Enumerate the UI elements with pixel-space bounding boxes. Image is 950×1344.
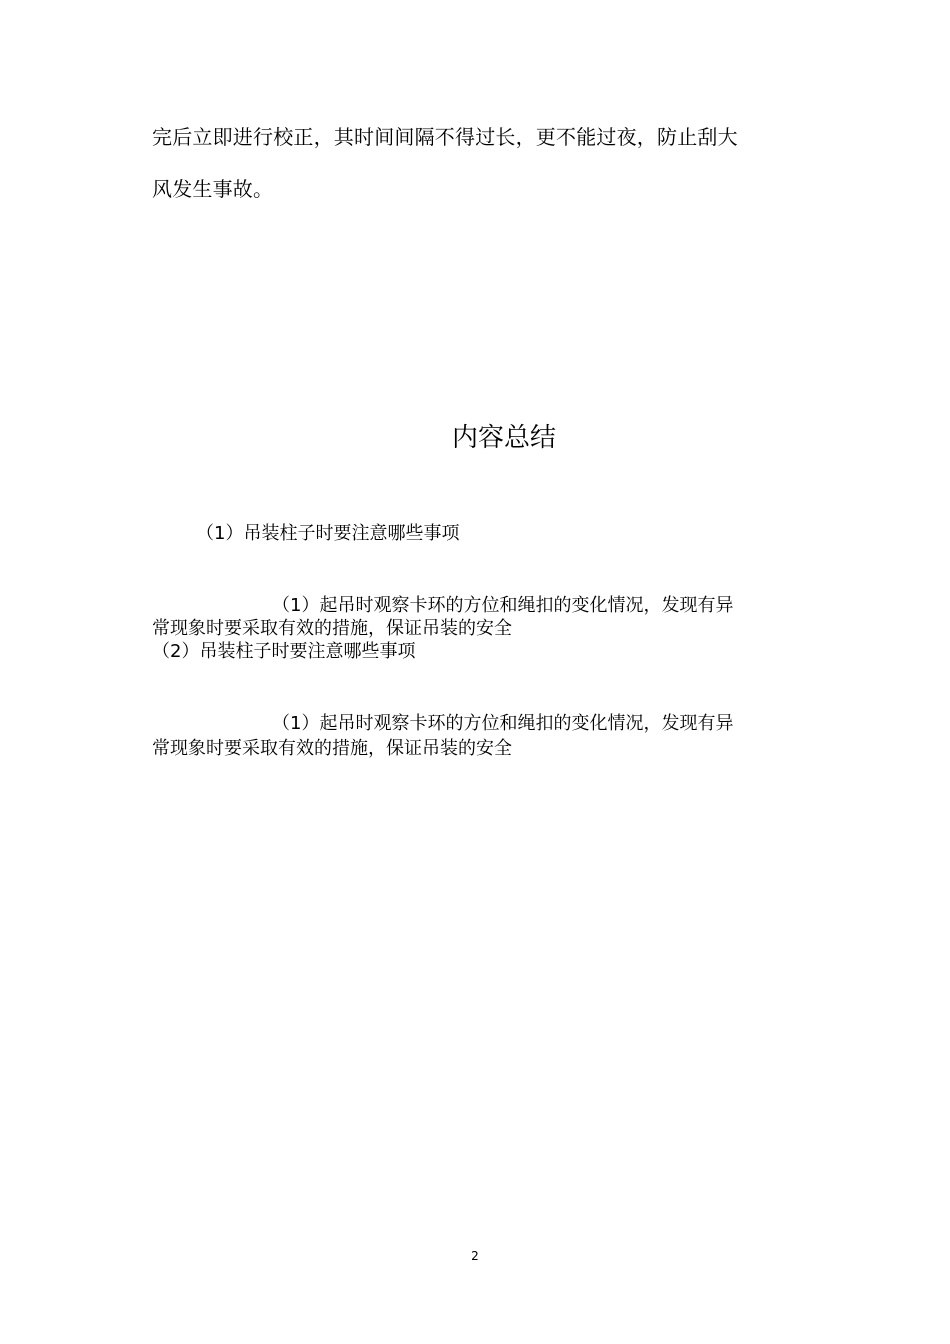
page-number: 2: [471, 1249, 479, 1263]
body-paragraph-line-1: 完后立即进行校正，其时间间隔不得过长，更不能过夜，防止刮大: [152, 125, 738, 149]
summary-item-1-answer-line-1: （1）起吊时观察卡环的方位和绳扣的变化情况，发现有异: [272, 595, 734, 616]
summary-item-1-heading: （1）吊装柱子时要注意哪些事项: [196, 523, 460, 544]
body-paragraph-line-2: 风发生事故。: [152, 177, 274, 201]
summary-title: 内容总结: [451, 423, 556, 453]
summary-item-2-heading: （2）吊装柱子时要注意哪些事项: [152, 641, 416, 662]
summary-item-2-answer-line-1: （1）起吊时观察卡环的方位和绳扣的变化情况，发现有异: [272, 713, 734, 734]
summary-item-2-answer-line-2: 常现象时要采取有效的措施，保证吊装的安全: [152, 738, 512, 759]
summary-item-1-answer-line-2: 常现象时要采取有效的措施，保证吊装的安全: [152, 618, 512, 639]
